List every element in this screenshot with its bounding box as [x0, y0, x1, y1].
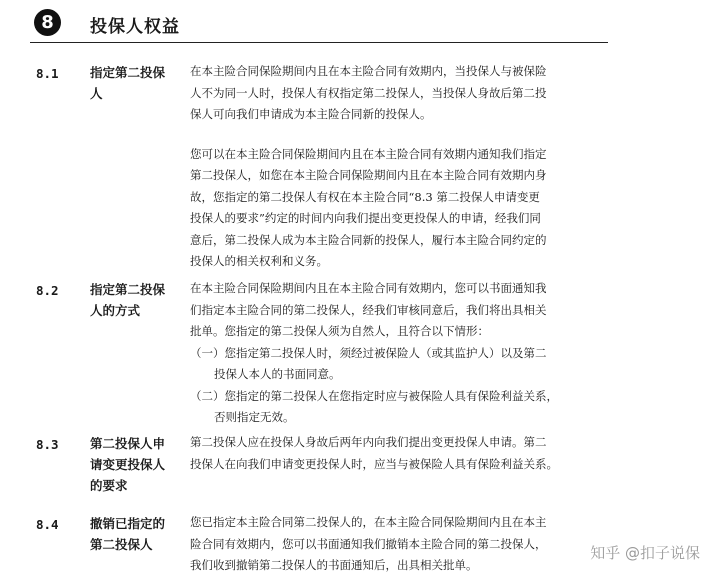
paragraph-line: 在本主险合同保险期间内且在本主险合同有效期内，当投保人与被保险: [190, 64, 547, 78]
clause-title-line: 第二投保人申: [90, 436, 166, 451]
clause-body: [190, 61, 600, 273]
clause-title-line: 撤销已指定的: [90, 516, 166, 531]
list-item-line: 投保人本人的书面同意。: [214, 367, 341, 381]
clause-title-line: 人的方式: [90, 303, 141, 318]
clause-body: [190, 512, 600, 577]
paragraph-line: 险合同有效期内，您可以书面通知我们撤销本主险合同的第二投保人，: [190, 536, 547, 551]
list-item-line: （一）您指定第二投保人时，须经过被保险人（或其监护人）以及第二: [190, 345, 547, 360]
paragraph-line: 故，您指定的第二投保人有权在本主险合同“8.3 第二投保人申请变更: [190, 189, 540, 204]
paragraph-line: 您可以在本主险合同保险期间内且在本主险合同有效期内通知我们指定: [190, 146, 547, 161]
clause-body: [190, 278, 600, 429]
paragraph-line: 您已指定本主险合同第二投保人的，在本主险合同保险期间内且在本主: [190, 515, 547, 529]
list-item-line: （二）您指定的第二投保人在您指定时应与被保险人具有保险利益关系，: [190, 388, 558, 403]
clause-number: 8.2: [36, 283, 59, 298]
section-number-badge: 8: [34, 9, 61, 36]
paragraph-line: 投保人的要求”约定的时间内向我们提出变更投保人的申请，经我们同: [190, 211, 541, 225]
clause-number: 8.4: [36, 517, 59, 532]
clause-number: 8.1: [36, 66, 59, 81]
list-item-line: 否则指定无效。: [214, 410, 295, 424]
clause-title-line: 人: [90, 86, 103, 101]
section-title: 投保人权益: [90, 17, 180, 37]
paragraph-line: 保人可向我们申请成为本主险合同新的投保人。: [190, 107, 432, 121]
paragraph-line: 人不为同一人时，投保人有权指定第二投保人，当投保人身故后第二投: [190, 85, 547, 100]
clause-title-line: 请变更投保人: [90, 457, 166, 472]
clause-title: [90, 62, 178, 104]
clause-title-line: 指定第二投保: [90, 65, 166, 80]
paragraph-line: 投保人在向我们申请变更投保人时，应当与被保险人具有保险利益关系。: [190, 456, 558, 471]
paragraph-line: 意后，第二投保人成为本主险合同新的投保人，履行本主险合同约定的: [190, 232, 547, 247]
paragraph-line: 第二投保人应在投保人身故后两年内向我们提出变更投保人申请。第二: [190, 435, 547, 449]
clause-title: [90, 279, 178, 321]
clause-title-line: 第二投保人: [90, 537, 153, 552]
clause-title: [90, 433, 178, 496]
paragraph-line: 们指定本主险合同的第二投保人，经我们审核同意后，我们将出具相关: [190, 302, 547, 317]
clause-title-line: 指定第二投保: [90, 282, 166, 297]
paragraph-line: 投保人的相关权利和义务。: [190, 254, 328, 268]
clause-number: 8.3: [36, 437, 59, 452]
source-watermark: 知乎 @扣子说保: [584, 540, 706, 565]
paragraph-line: 批单。您指定的第二投保人须为自然人，且符合以下情形：: [190, 324, 489, 338]
clause-title-line: 的要求: [90, 478, 128, 493]
clause-title: [90, 513, 178, 555]
paragraph-line: 在本主险合同保险期间内且在本主险合同有效期内，您可以书面通知我: [190, 281, 547, 295]
section-header: [30, 8, 608, 43]
paragraph-line: 第二投保人，如您在本主险合同保险期间内且在本主险合同有效期内身: [190, 168, 547, 182]
paragraph-line: 我们收到撤销第二投保人的书面通知后，出具相关批单。: [190, 558, 478, 572]
clause-body: [190, 432, 600, 475]
